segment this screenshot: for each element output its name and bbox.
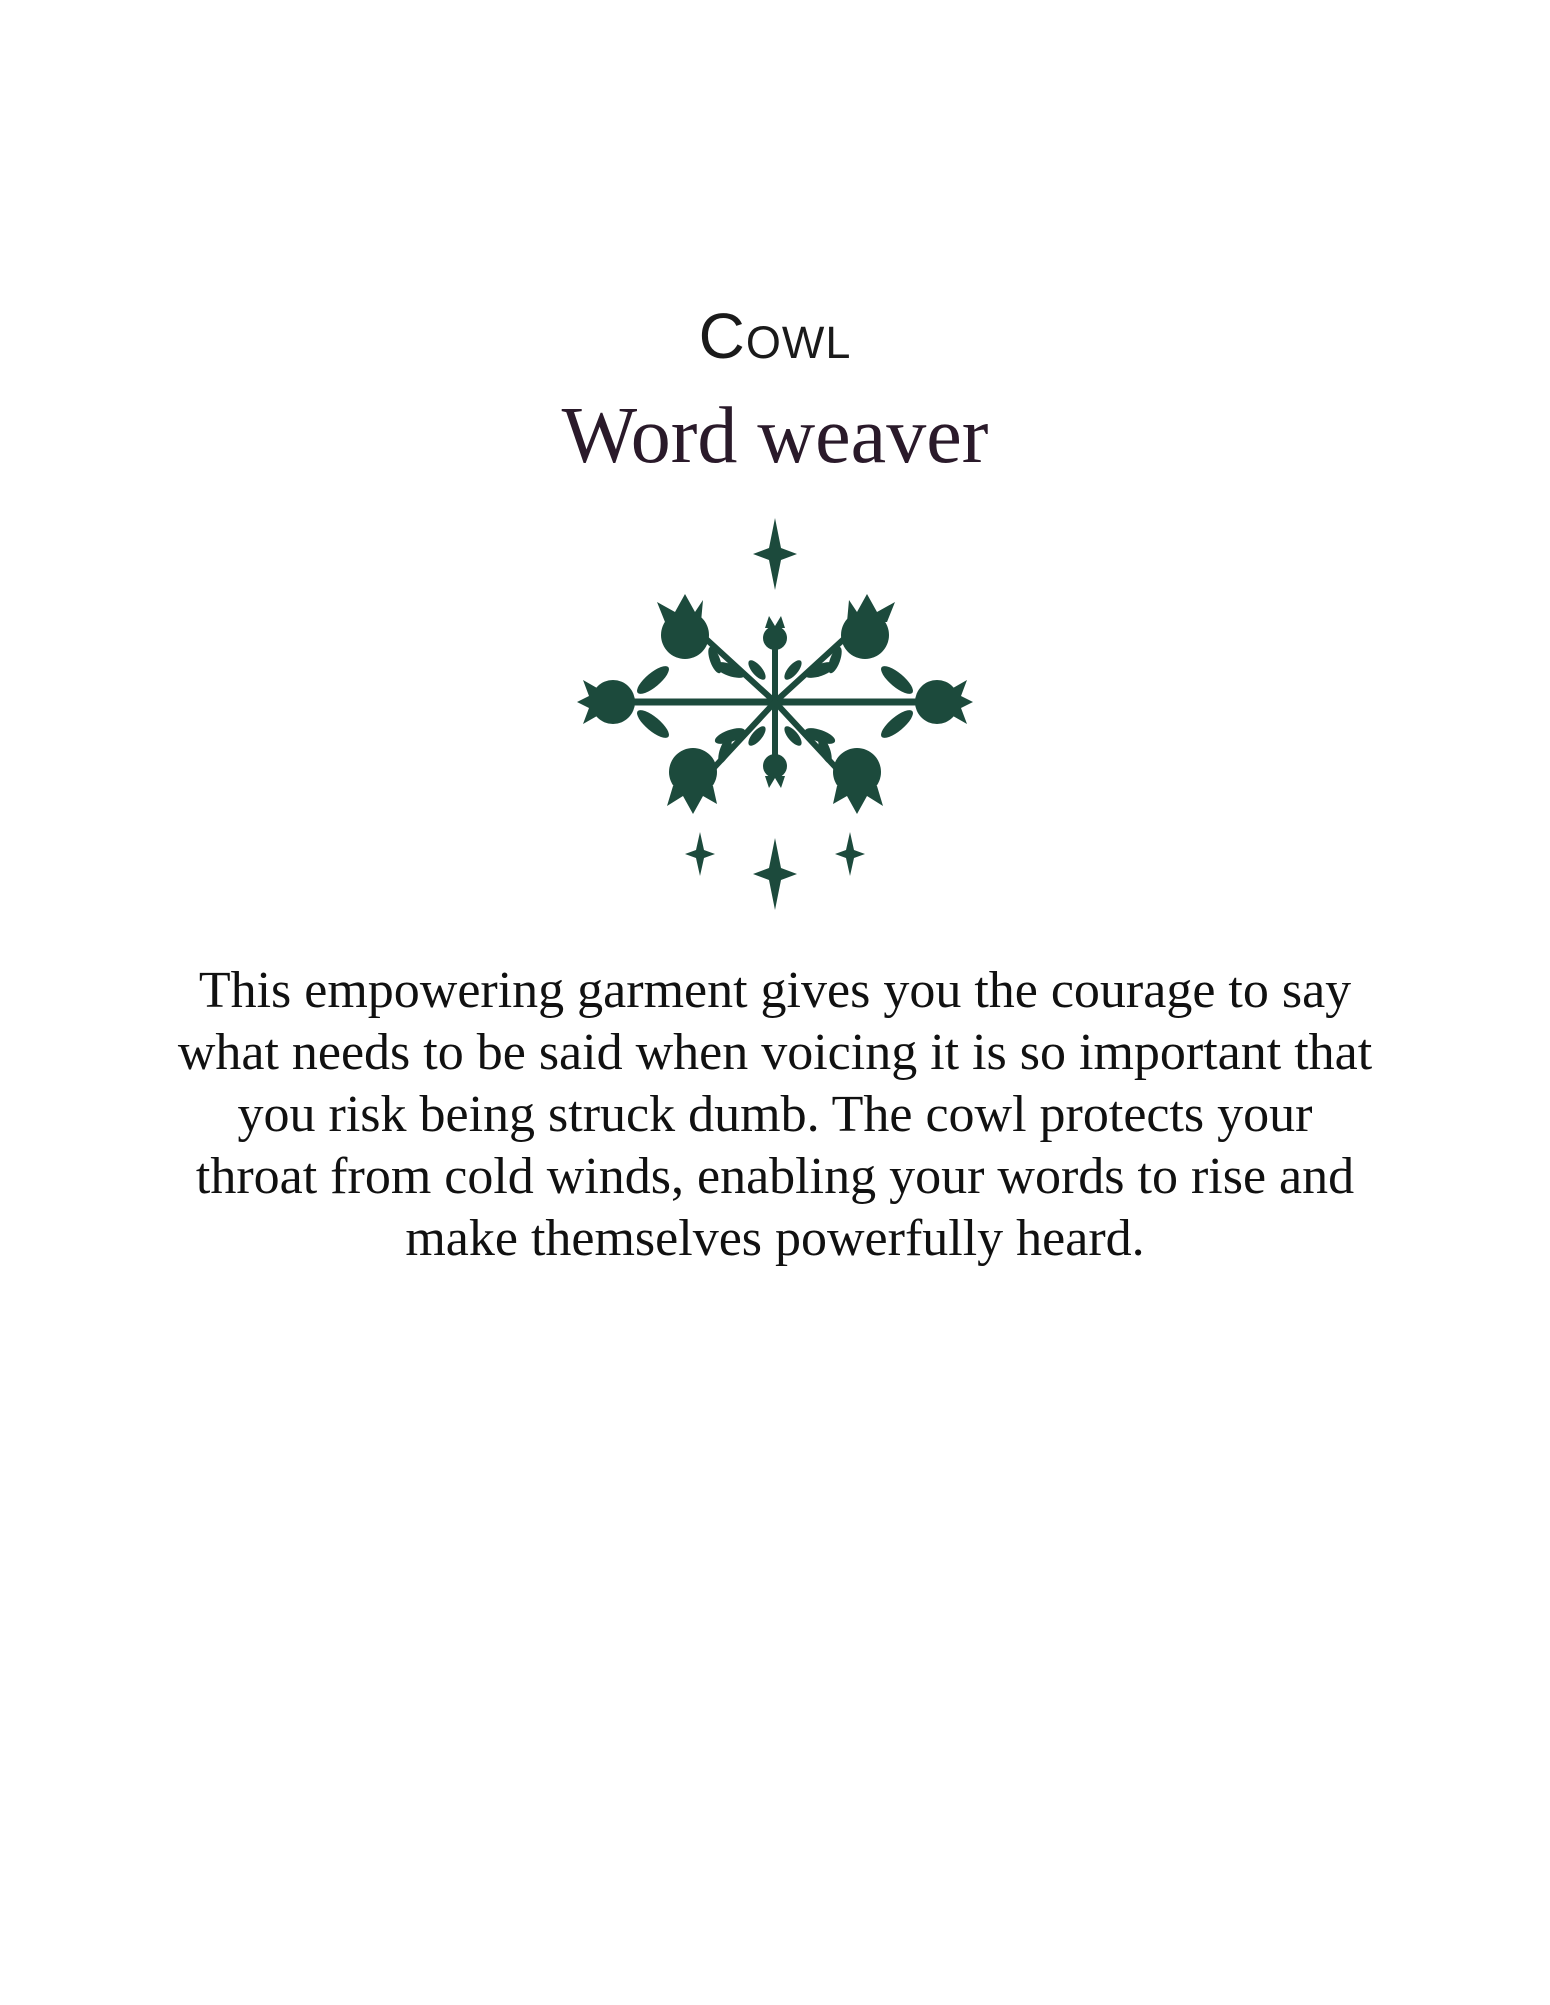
card-description: This empowering garment gives you the courage to say what needs to be said when voicing it is so important that you risk being struck dumb. The cowl protects your throat from cold winds, enabling your words to rise and make themselves powerfully heard. bbox=[177, 962, 1373, 1267]
card-title: Word weaver bbox=[561, 392, 989, 480]
sparkle-icon bbox=[835, 832, 865, 876]
sparkle-icon bbox=[753, 838, 797, 910]
floral-ornament-icon bbox=[575, 510, 975, 920]
card-category: Cowl bbox=[698, 300, 852, 372]
sparkle-icon bbox=[685, 832, 715, 876]
sparkle-icon bbox=[753, 518, 797, 590]
